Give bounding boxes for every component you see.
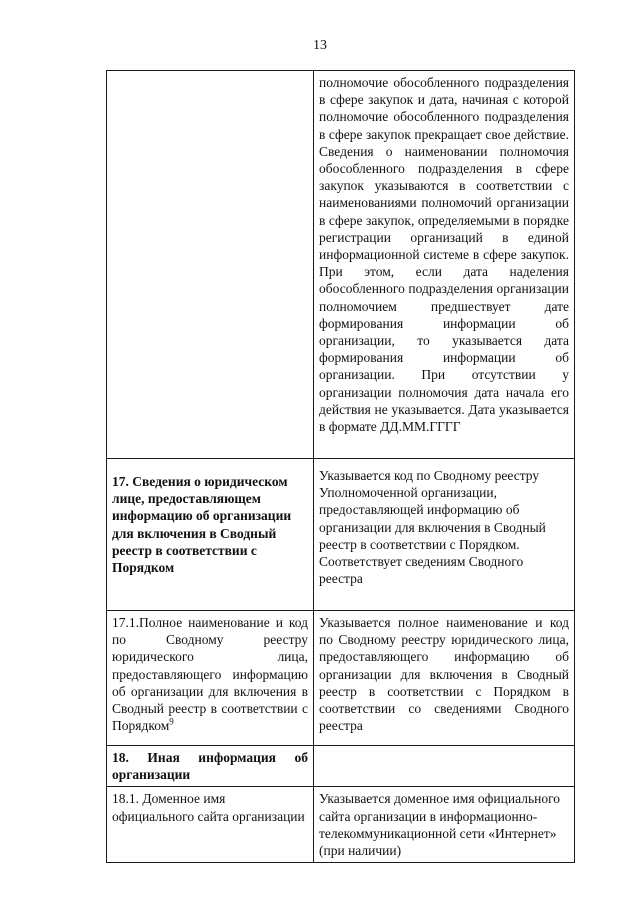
table-cell-right bbox=[314, 746, 575, 787]
table-row bbox=[107, 787, 575, 863]
table-cell-left bbox=[107, 71, 314, 459]
table-cell-right: Указывается доменное имя официального сайта организации в информационно-телекоммуникационной сети «Интернет» (при наличии) bbox=[314, 787, 575, 863]
requirements-table bbox=[106, 70, 575, 863]
table-cell-right: Указывается код по Сводному реестру Уполномоченной организации, предоставляющей информацию об организации для включения в Сводный реестр в соответствии с Порядком. Соответствует сведениям Сводного реестра bbox=[314, 459, 575, 611]
table-row bbox=[107, 71, 575, 459]
section-18-heading: 18. Иная информация об организации bbox=[107, 746, 314, 787]
table-row bbox=[107, 746, 575, 787]
table-cell-right: Указывается полное наименование и код по Сводному реестру юридического лица, предоставляющего информацию об организации для включения в Сводный реестр в соответствии с Порядком в соответствии со сведениями Сводного реестра bbox=[314, 611, 575, 746]
footnote-marker: 9 bbox=[169, 716, 174, 727]
item-17-1-text: 17.1.Полное наименование и код по Сводному реестру юридического лица, предоставляющего информацию об организации для включения в Сводный реестр в соответствии с Порядком bbox=[112, 615, 308, 734]
section-17-heading: 17. Сведения о юридическом лице, предоставляющем информацию об организации для включения в Сводный реестр в соответствии с Порядком bbox=[107, 459, 314, 611]
table-cell-right: полномочие обособленного подразделения в сфере закупок и дата, начиная с которой полномочие обособленного подразделения в сфере закупок прекращает свое действие. Сведения о наименовании полномочия обособленного подразделения в сфере закупок указываются в соответствии с наименованиями полномочий организации в сфере закупок, определяемыми в порядке регистрации организаций в единой информационной системе в сфере закупок. При этом, если дата наделения обособленного подразделения организации полномочием предшествует дате формирования информации об организации, то указывается дата формирования информации об организации. При отсутствии у организации полномочия дата начала его действия не указывается. Дата указывается в формате ДД.ММ.ГГГГ bbox=[314, 71, 575, 459]
page-number: 13 bbox=[313, 38, 327, 53]
table-cell-left bbox=[107, 611, 314, 746]
table-row bbox=[107, 459, 575, 611]
table-cell-left: 18.1. Доменное имя официального сайта организации bbox=[107, 787, 314, 863]
table-row bbox=[107, 611, 575, 746]
